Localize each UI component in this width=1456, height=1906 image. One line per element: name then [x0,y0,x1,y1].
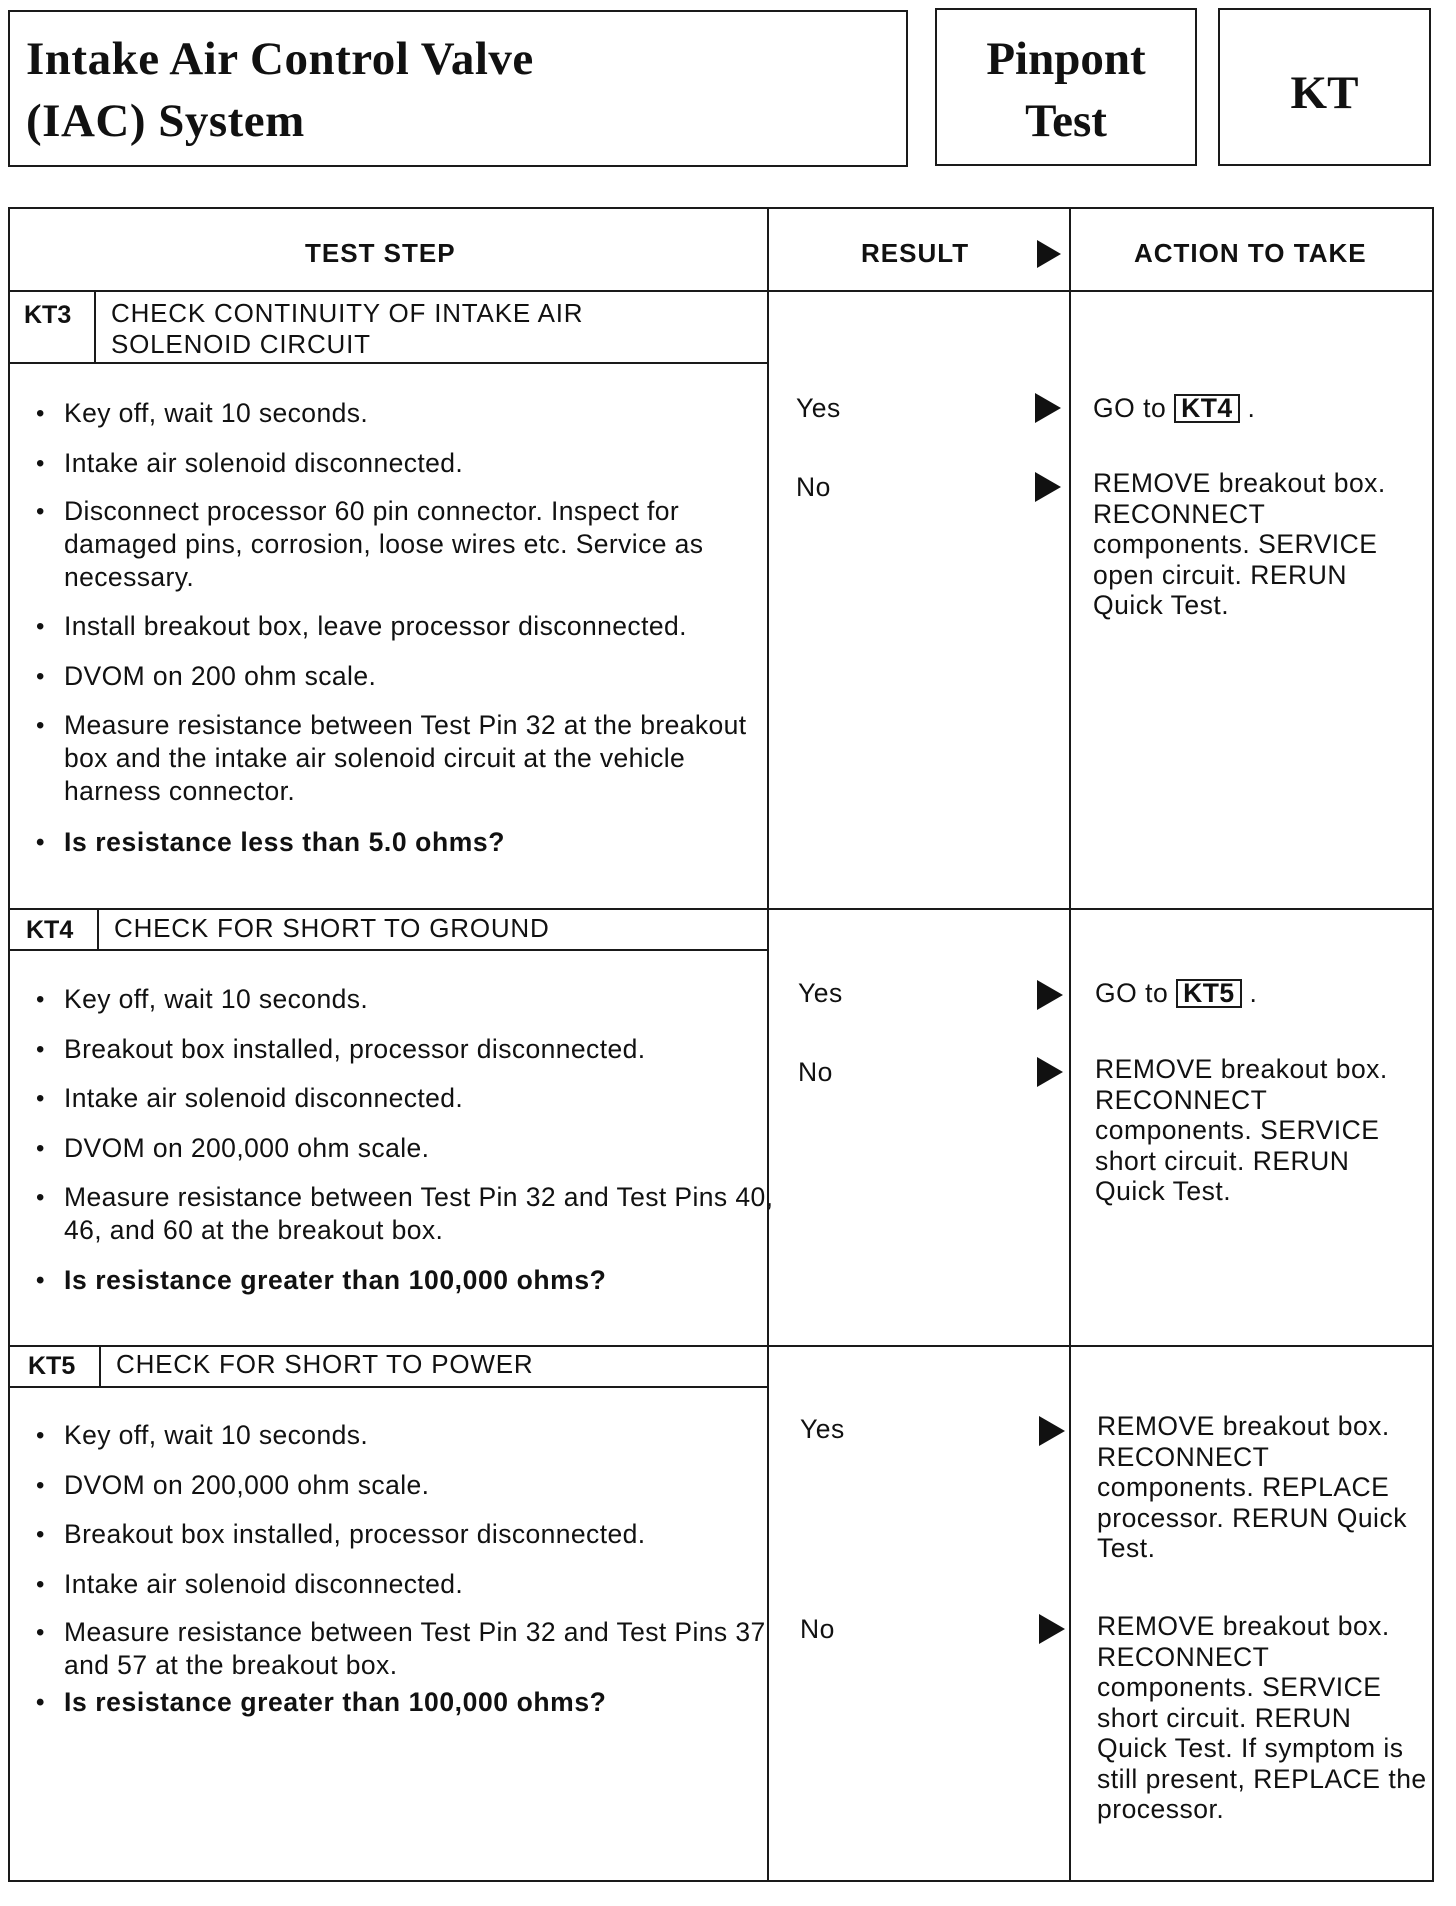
test-code: KT [1290,67,1359,119]
result-arrow-icon [1037,1057,1063,1087]
column-divider-action [1069,207,1071,1882]
action-no: REMOVE breakout box. RECONNECT components. SERVICE open circuit. RERUN Quick Test. [1093,468,1386,620]
instruction-item: • Intake air solenoid disconnected. [36,1568,764,1601]
instruction-item: • Key off, wait 10 seconds. [36,1419,764,1452]
action-no: REMOVE breakout box. RECONNECT components. SERVICE short circuit. RERUN Quick Test. [1095,1054,1388,1206]
step-id-divider [94,292,96,364]
result-arrow-icon [1039,1614,1065,1644]
result-no: No [796,472,831,502]
step-divider-kt4 [8,908,1434,910]
step-id: KT3 [24,301,72,329]
step-reference-link[interactable]: KT4 [1174,394,1240,423]
result-arrow-icon [1037,980,1063,1010]
instruction-item: • Measure resistance between Test Pin 32 at the breakout box and the intake air solenoid circuit at the vehicle harness connector. [36,709,764,808]
step-question: • Is resistance less than 5.0 ohms? [36,826,764,859]
result-yes: Yes [800,1414,845,1444]
action-yes: REMOVE breakout box. RECONNECT components. REPLACE processor. RERUN Quick Test. [1097,1411,1407,1563]
step-id-divider [97,910,99,951]
page-title-line1: Intake Air Control Valve [26,33,534,85]
step-title-line1: CHECK FOR SHORT TO GROUND [114,913,550,943]
step-reference-link[interactable]: KT5 [1176,979,1242,1008]
instruction-item: • DVOM on 200,000 ohm scale. [36,1132,764,1165]
instruction-item: • Key off, wait 10 seconds. [36,397,764,430]
instruction-item: • Intake air solenoid disconnected. [36,1082,764,1115]
instruction-item: • Disconnect processor 60 pin connector. Inspect for damaged pins, corrosion, loose wires etc. Service as necessary. [36,495,704,594]
result-arrow-icon [1037,240,1061,268]
instruction-item: • DVOM on 200,000 ohm scale. [36,1469,764,1502]
pinpoint-label-line2: Test [1025,95,1107,147]
instruction-item: • Intake air solenoid disconnected. [36,447,764,480]
instruction-item: • Key off, wait 10 seconds. [36,983,764,1016]
step-title-line2: SOLENOID CIRCUIT [111,329,371,359]
title-box [8,10,908,167]
step-title-line1: CHECK FOR SHORT TO POWER [116,1349,534,1379]
page-title-line2: (IAC) System [26,95,305,147]
pinpoint-label-line1: Pinpont [986,33,1146,85]
action-yes [1095,978,1425,1009]
column-header-test-step: TEST STEP [305,238,456,268]
action-text: GO to [1095,978,1169,1008]
step-title-line1: CHECK CONTINUITY OF INTAKE AIR [111,298,584,328]
step-id: KT5 [28,1352,76,1380]
result-arrow-icon [1035,393,1061,423]
result-no: No [800,1614,835,1644]
step-title-underline [8,1386,769,1388]
result-no: No [798,1057,833,1087]
instruction-item: • Measure resistance between Test Pin 32 and Test Pins 40, 46, and 60 at the breakout box. [36,1181,774,1247]
result-yes: Yes [798,978,843,1008]
header-row-divider [8,290,1434,292]
result-yes: Yes [796,393,841,423]
step-id: KT4 [26,916,74,944]
step-id-divider [99,1347,101,1388]
action-text: . [1249,978,1258,1008]
pinpoint-test-box [935,8,1197,166]
result-arrow-icon [1035,472,1061,502]
step-question: • Is resistance greater than 100,000 ohms? [36,1264,764,1297]
step-title-underline [8,949,769,951]
test-code-box [1218,8,1431,166]
instruction-item: • Install breakout box, leave processor disconnected. [36,610,784,643]
instruction-item: • Measure resistance between Test Pin 32 and Test Pins 37 and 57 at the breakout box. [36,1616,774,1682]
instruction-item: • Breakout box installed, processor disconnected. [36,1518,764,1551]
result-arrow-icon [1039,1416,1065,1446]
action-text: . [1247,393,1256,423]
action-yes [1093,393,1423,424]
column-header-action: ACTION TO TAKE [1134,238,1367,268]
action-text: GO to [1093,393,1167,423]
step-question: • Is resistance greater than 100,000 ohms? [36,1686,764,1719]
instruction-item: • DVOM on 200 ohm scale. [36,660,764,693]
action-no: REMOVE breakout box. RECONNECT components. SERVICE short circuit. RERUN Quick Test. If symptom is still present, REPLACE the processor. [1097,1611,1427,1824]
step-title-underline [8,362,769,364]
column-header-result: RESULT [861,238,970,268]
step-divider-kt5 [8,1345,1434,1347]
instruction-item: • Breakout box installed, processor disconnected. [36,1033,764,1066]
